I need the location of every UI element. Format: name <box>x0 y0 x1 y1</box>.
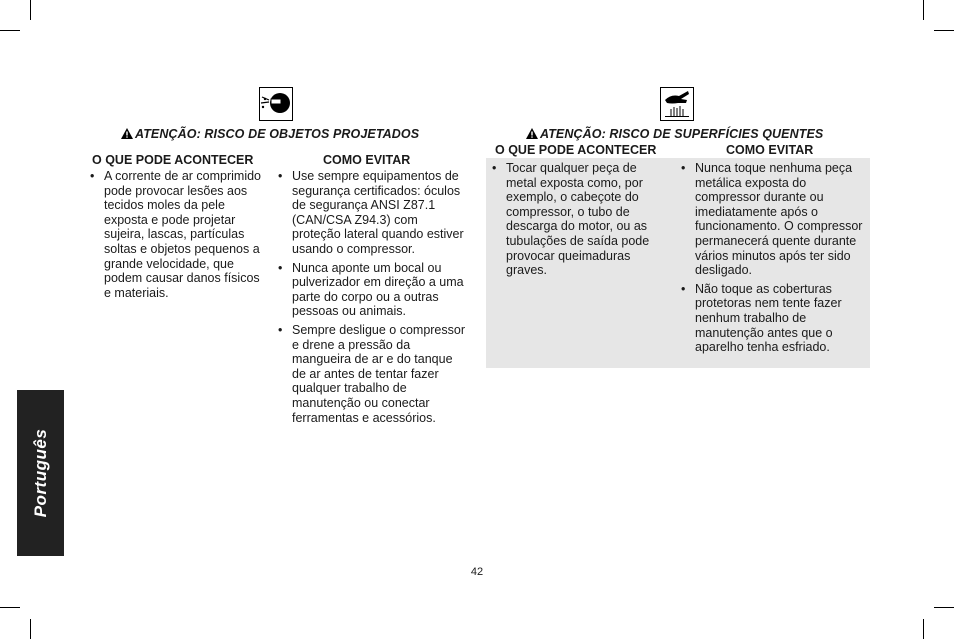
list-item: • Tocar qualquer peça de metal exposta como, por exemplo, o cabeçote do compressor, o tubo de descarga do motor, ou as tubulações de saída pode provocar queimaduras graves. <box>492 161 668 278</box>
crop-mark <box>30 619 31 639</box>
language-label: Português <box>30 428 50 518</box>
language-side-tab <box>17 390 64 556</box>
list-item: • Use sempre equipamentos de segurança certificados: óculos de segurança ANSI Z87.1 (CAN/CSA Z94.3) com proteção lateral quando estiver usando o compressor. <box>278 169 468 257</box>
list-item: • A corrente de ar comprimido pode provocar lesões aos tecidos moles da pele exposta e pode projetar sujeira, lascas, partículas soltas e objetos pequenos a grande velocidade, que podem causar danos físicos e materiais. <box>90 169 268 300</box>
list-item: • Sempre desligue o compressor e drene a pressão da mangueira de ar e do tanque de ar antes de tentar fazer qualquer trabalho de manutenção ou conectar ferramentas e acessórios. <box>278 323 468 425</box>
prevention-list <box>278 169 468 429</box>
prevention-list <box>681 161 865 359</box>
hot-surface-hand-icon <box>660 87 694 121</box>
warning-triangle-icon <box>121 128 133 139</box>
crop-mark <box>0 30 20 31</box>
crop-mark <box>30 0 31 20</box>
list-item: • Não toque as coberturas protetoras nem tente fazer nenhum trabalho de manutenção antes que o aparelho tenha esfriado. <box>681 282 865 355</box>
column-header: COMO EVITAR <box>323 153 411 167</box>
crop-mark <box>923 0 924 20</box>
page-number: 42 <box>470 566 484 578</box>
safety-goggles-face-icon <box>259 87 293 121</box>
section-title-text: ATENÇÃO: RISCO DE SUPERFÍCIES QUENTES <box>540 127 824 141</box>
list-item: • Nunca toque nenhuma peça metálica exposta do compressor durante ou imediatamente após o funcionamento. O compressor permanecerá quente durante vários minutos após ter sido desligado. <box>681 161 865 278</box>
risk-list <box>492 161 668 282</box>
column-header: COMO EVITAR <box>726 143 814 157</box>
column-header: O QUE PODE ACONTECER <box>92 153 254 167</box>
section-title <box>526 127 823 141</box>
section-title <box>121 127 419 141</box>
list-item: • Nunca aponte um bocal ou pulverizador em direção a uma parte do corpo ou a outras pessoas ou animais. <box>278 261 468 319</box>
crop-mark <box>934 30 954 31</box>
section-title-text: ATENÇÃO: RISCO DE OBJETOS PROJETADOS <box>135 127 420 141</box>
warning-triangle-icon <box>526 128 538 139</box>
column-header: O QUE PODE ACONTECER <box>495 143 657 157</box>
crop-mark <box>923 619 924 639</box>
crop-mark <box>0 607 20 608</box>
risk-list <box>90 169 268 304</box>
crop-mark <box>934 607 954 608</box>
